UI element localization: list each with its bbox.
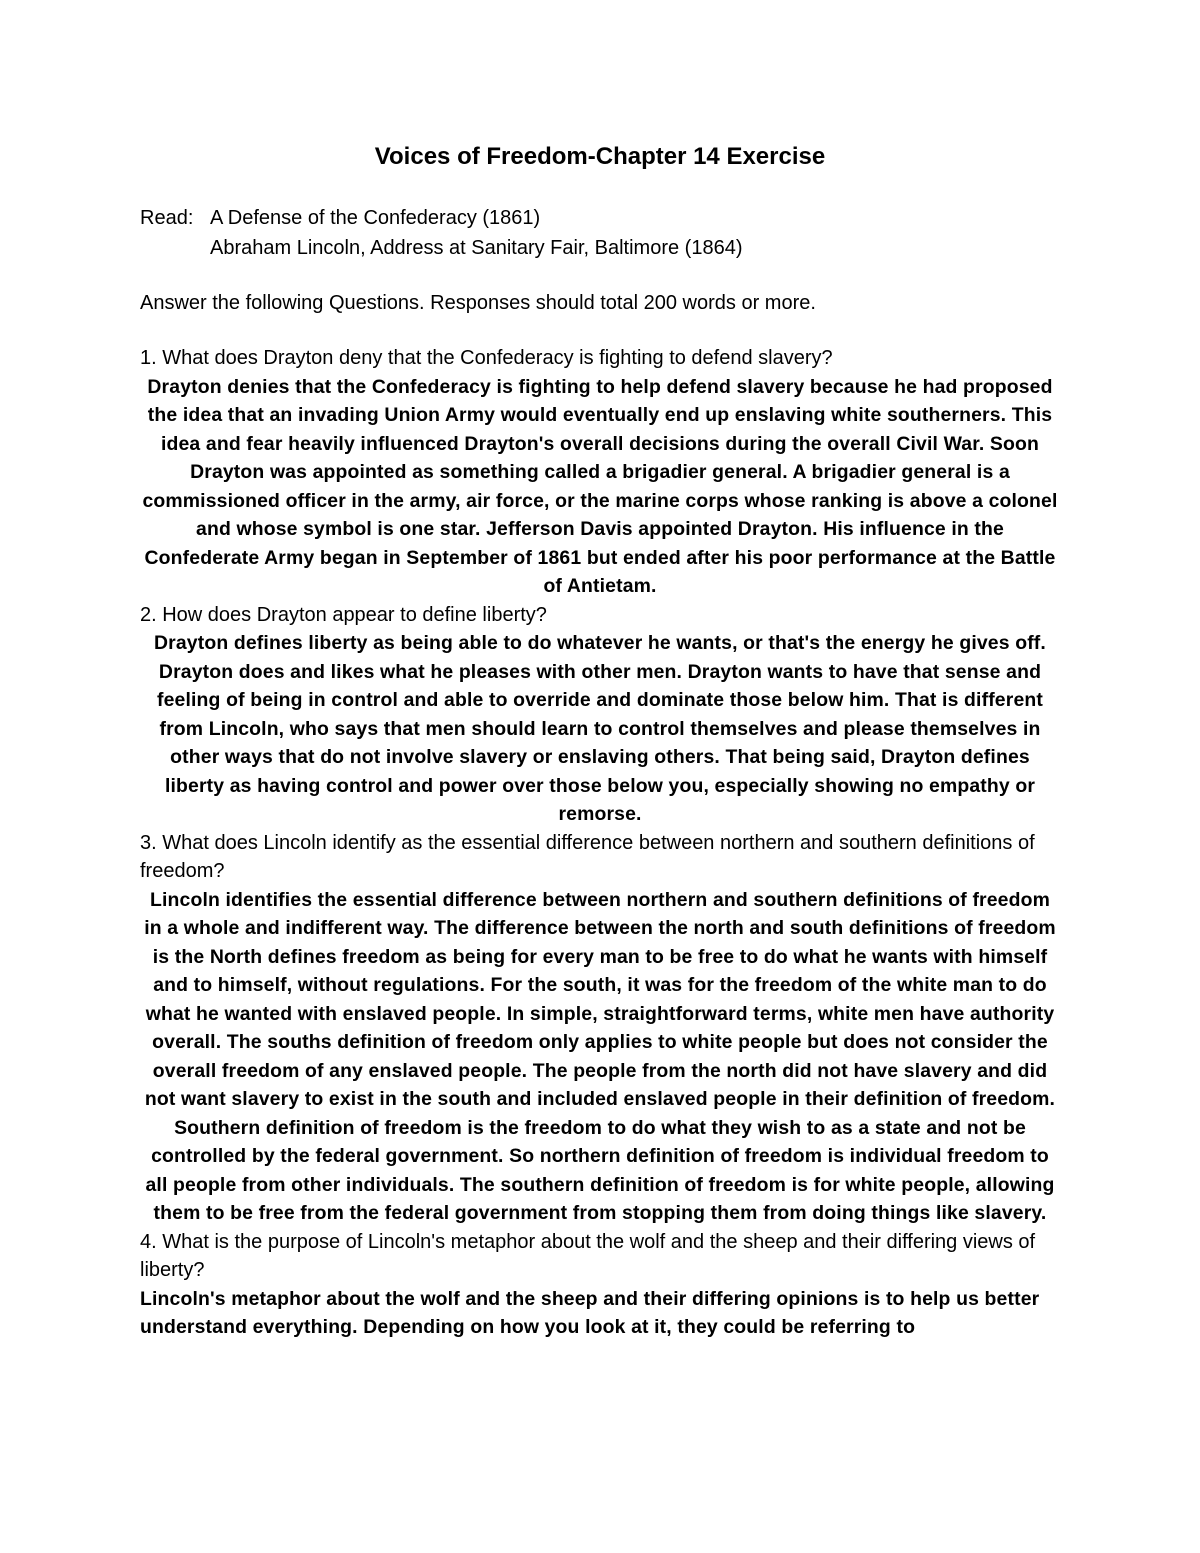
question-2: 2. How does Drayton appear to define liberty?: [140, 603, 547, 626]
question-1: 1. What does Drayton deny that the Confederacy is fighting to defend slavery?: [140, 347, 833, 369]
answer-4: Lincoln's metaphor about the wolf and the sheep and their differing opinions is to help us better understand everything. Depending on how you look at it, they could be referring to: [140, 1287, 1040, 1338]
question-3: 3. What does Lincoln identify as the essential difference between northern and southern definitions of freedom?: [140, 831, 1035, 882]
reading-item: [140, 203, 1060, 233]
reading-item-text: Abraham Lincoln, Address at Sanitary Fair, Baltimore (1864): [210, 237, 743, 259]
read-label: Read:: [140, 207, 194, 229]
question-4: 4. What is the purpose of Lincoln's metaphor about the wolf and the sheep and their differing views of liberty?: [140, 1230, 1036, 1281]
answer-1: Drayton denies that the Confederacy is fighting to help defend slavery because he had proposed the idea that an invading Union Army would eventually end up enslaving white southerners. This idea and fear heavily influenced Drayton's overall decisions during the overall Civil War. Soon Drayton was appointed as something called a brigadier general. A brigadier general is a commissioned officer in the army, air force, or the marine corps whose ranking is above a colonel and whose symbol is one star. Jefferson Davis appointed Drayton. His influence in the Confederate Army began in September of 1861 but ended after his poor performance at the Battle of Antietam.: [142, 375, 1058, 597]
reading-list: [140, 203, 1060, 263]
reading-item-text: A Defense of the Confederacy (1861): [210, 207, 541, 229]
reading-item: [140, 233, 1060, 263]
answer-3: Lincoln identifies the essential difference between northern and southern definitions of freedom in a whole and indifferent way. The difference between the north and south definitions of freedom is the North defines freedom as being for every man to be free to do what he wants with himself and to himself, without regulations. For the south, it was for the freedom of the white man to do what he wanted with enslaved people. In simple, straightforward terms, white men have authority overall. The souths definition of freedom only applies to white people but does not consider the overall freedom of any enslaved people. The people from the north did not have slavery and did not want slavery to exist in the south and included enslaved people in their definition of freedom. Southern definition of freedom is the freedom to do what they wish to as a state and not be controlled by the federal government. So northern definition of freedom is individual freedom to all people from other individuals. The southern definition of freedom is for white people, allowing them to be free from the federal government from stopping them from doing things like slavery.: [144, 888, 1056, 1224]
instructions: Answer the following Questions. Responses should total 200 words or more.: [140, 292, 816, 314]
answer-2: Drayton defines liberty as being able to do whatever he wants, or that's the energy he gives off. Drayton does and likes what he pleases with other men. Drayton wants to have that sense and feeling of being in control and able to override and dominate those below him. That is different from Lincoln, who says that men should learn to control themselves and please themselves in other ways that do not involve slavery or enslaving others. That being said, Drayton defines liberty as having control and power over those below you, especially showing no empathy or remorse.: [154, 632, 1046, 825]
question-list: [140, 344, 1060, 1342]
page-title: Voices of Freedom-Chapter 14 Exercise: [374, 143, 826, 170]
